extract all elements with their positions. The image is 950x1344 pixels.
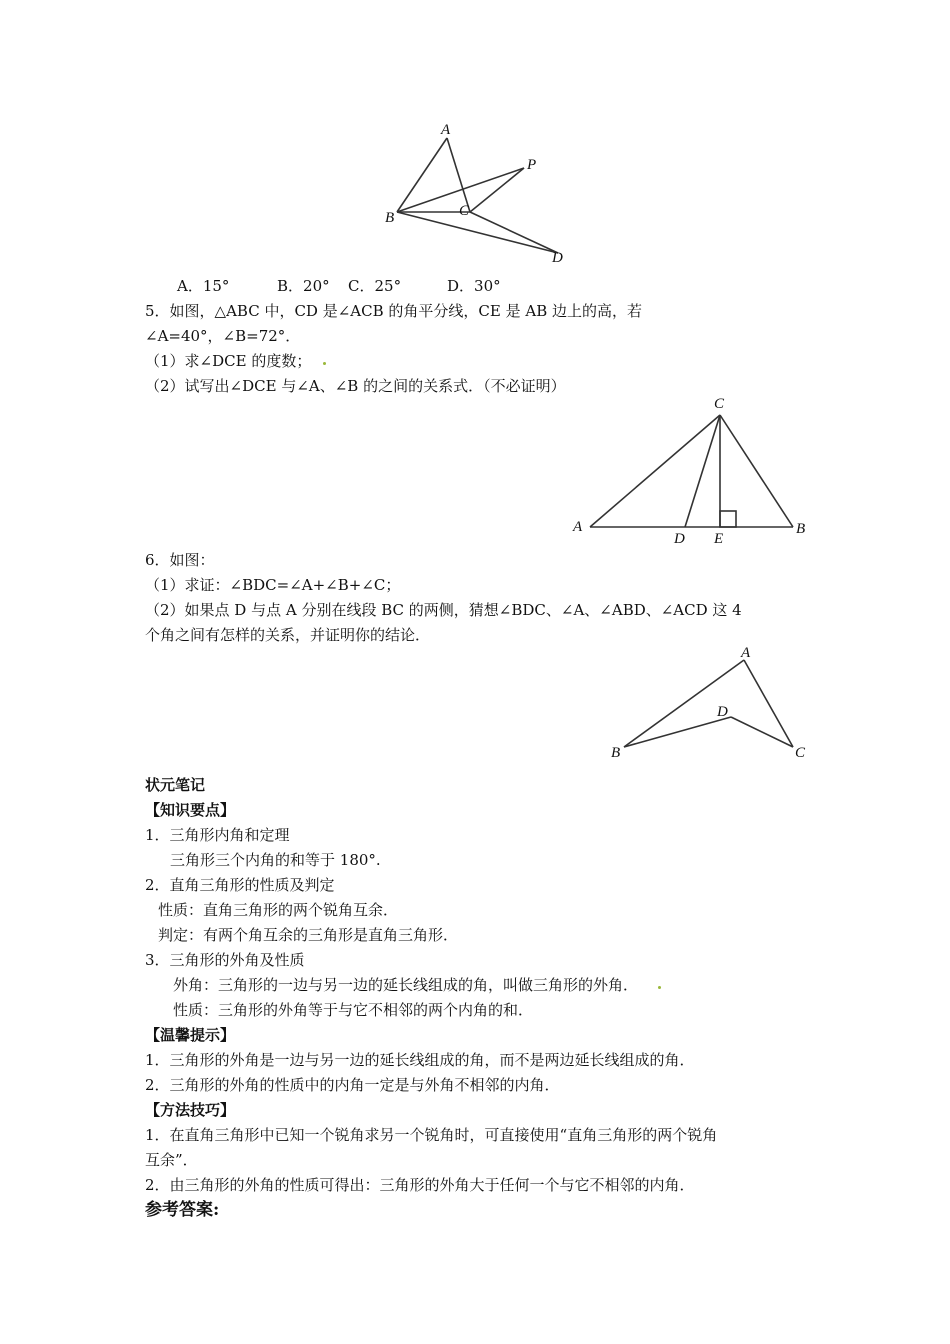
kp2-judgement: 判定：有两个角互余的三角形是直角三角形． <box>158 926 459 944</box>
fig3-label-b: B <box>611 745 621 761</box>
stray-dot <box>323 362 326 365</box>
fig1-label-p: P <box>527 157 537 173</box>
kp2-title: 2．直角三角形的性质及判定 <box>145 876 335 894</box>
notes-title: 状元笔记 <box>145 776 206 794</box>
fig3-label-d: D <box>717 704 728 720</box>
q6-part-2-line-2: 个角之间有怎样的关系，并证明你的结论． <box>145 626 431 644</box>
method-1-line-2: 互余”． <box>145 1151 198 1169</box>
tips-heading: 【温馨提示】 <box>145 1026 236 1044</box>
q5-part-1: （1）求∠DCE 的度数； <box>145 352 312 370</box>
segment-cp <box>470 168 524 212</box>
segment-bd <box>624 717 731 747</box>
tip-1: 1．三角形的外角是一边与另一边的延长线组成的角，而不是两边延长线组成的角． <box>145 1051 695 1069</box>
q6-line-1: 6．如图： <box>145 551 215 569</box>
segment-cd <box>470 212 558 253</box>
methods-heading: 【方法技巧】 <box>145 1101 236 1119</box>
option-c: C．25° <box>348 277 402 295</box>
segment-ab <box>397 138 447 212</box>
option-b: B．20° <box>277 277 330 295</box>
fig2-label-b: B <box>796 521 806 537</box>
kp3-property: 性质：三角形的外角等于与它不相邻的两个内角的和． <box>173 1001 534 1019</box>
fig1-label-a: A <box>441 122 451 138</box>
segment-cd <box>685 415 720 527</box>
method-1-line-1: 1．在直角三角形中已知一个锐角求另一个锐角时，可直接使用“直角三角形的两个锐角 <box>145 1126 718 1144</box>
kp3-title: 3．三角形的外角及性质 <box>145 951 305 969</box>
fig1-label-b: B <box>385 210 395 226</box>
q5-line-1: 5．如图，△ABC 中，CD 是∠ACB 的角平分线，CE 是 AB 边上的高，若 <box>145 302 642 320</box>
kp3-exterior-angle: 外角：三角形的一边与另一边的延长线组成的角，叫做三角形的外角． <box>173 976 639 994</box>
segment-ac <box>590 415 720 527</box>
figure-3-diagram <box>600 640 815 765</box>
answers-heading: 参考答案: <box>145 1200 220 1220</box>
q5-part-2: （2）试写出∠DCE 与∠A、∠B 的之间的关系式．（不必证明） <box>145 377 566 395</box>
figure-1-diagram <box>380 115 570 270</box>
fig2-label-a: A <box>573 519 583 535</box>
q6-part-2-line-1: （2）如果点 D 与点 A 分别在线段 BC 的两侧，猜想∠BDC、∠A、∠ABD、∠ACD 这 4 <box>145 601 742 619</box>
fig3-label-a: A <box>741 645 751 661</box>
fig1-label-c: C <box>459 203 470 219</box>
q5-line-2: ∠A=40°，∠B=72°． <box>145 327 301 345</box>
fig2-label-d: D <box>674 531 685 547</box>
q6-part-1: （1）求证：∠BDC=∠A+∠B+∠C； <box>145 576 401 594</box>
fig3-label-c: C <box>795 745 806 761</box>
fig2-label-c: C <box>714 396 725 412</box>
stray-dot <box>658 986 661 989</box>
kp1-body: 三角形三个内角的和等于 180°. <box>170 851 381 869</box>
option-d: D．30° <box>447 277 501 295</box>
segment-ac <box>447 138 470 212</box>
kp1-title: 1．三角形内角和定理 <box>145 826 290 844</box>
kp2-property: 性质：直角三角形的两个锐角互余． <box>158 901 399 919</box>
segment-ac <box>744 660 793 747</box>
right-angle-mark <box>720 511 736 527</box>
fig2-label-e: E <box>714 531 724 547</box>
segment-bd <box>397 212 558 253</box>
tip-2: 2．三角形的外角的性质中的内角一定是与外角不相邻的内角． <box>145 1076 560 1094</box>
fig1-label-d: D <box>552 250 563 266</box>
option-a: A．15° <box>177 277 230 295</box>
key-points-heading: 【知识要点】 <box>145 801 236 819</box>
figure-2-diagram <box>570 395 815 550</box>
method-2: 2．由三角形的外角的性质可得出：三角形的外角大于任何一个与它不相邻的内角． <box>145 1176 695 1194</box>
